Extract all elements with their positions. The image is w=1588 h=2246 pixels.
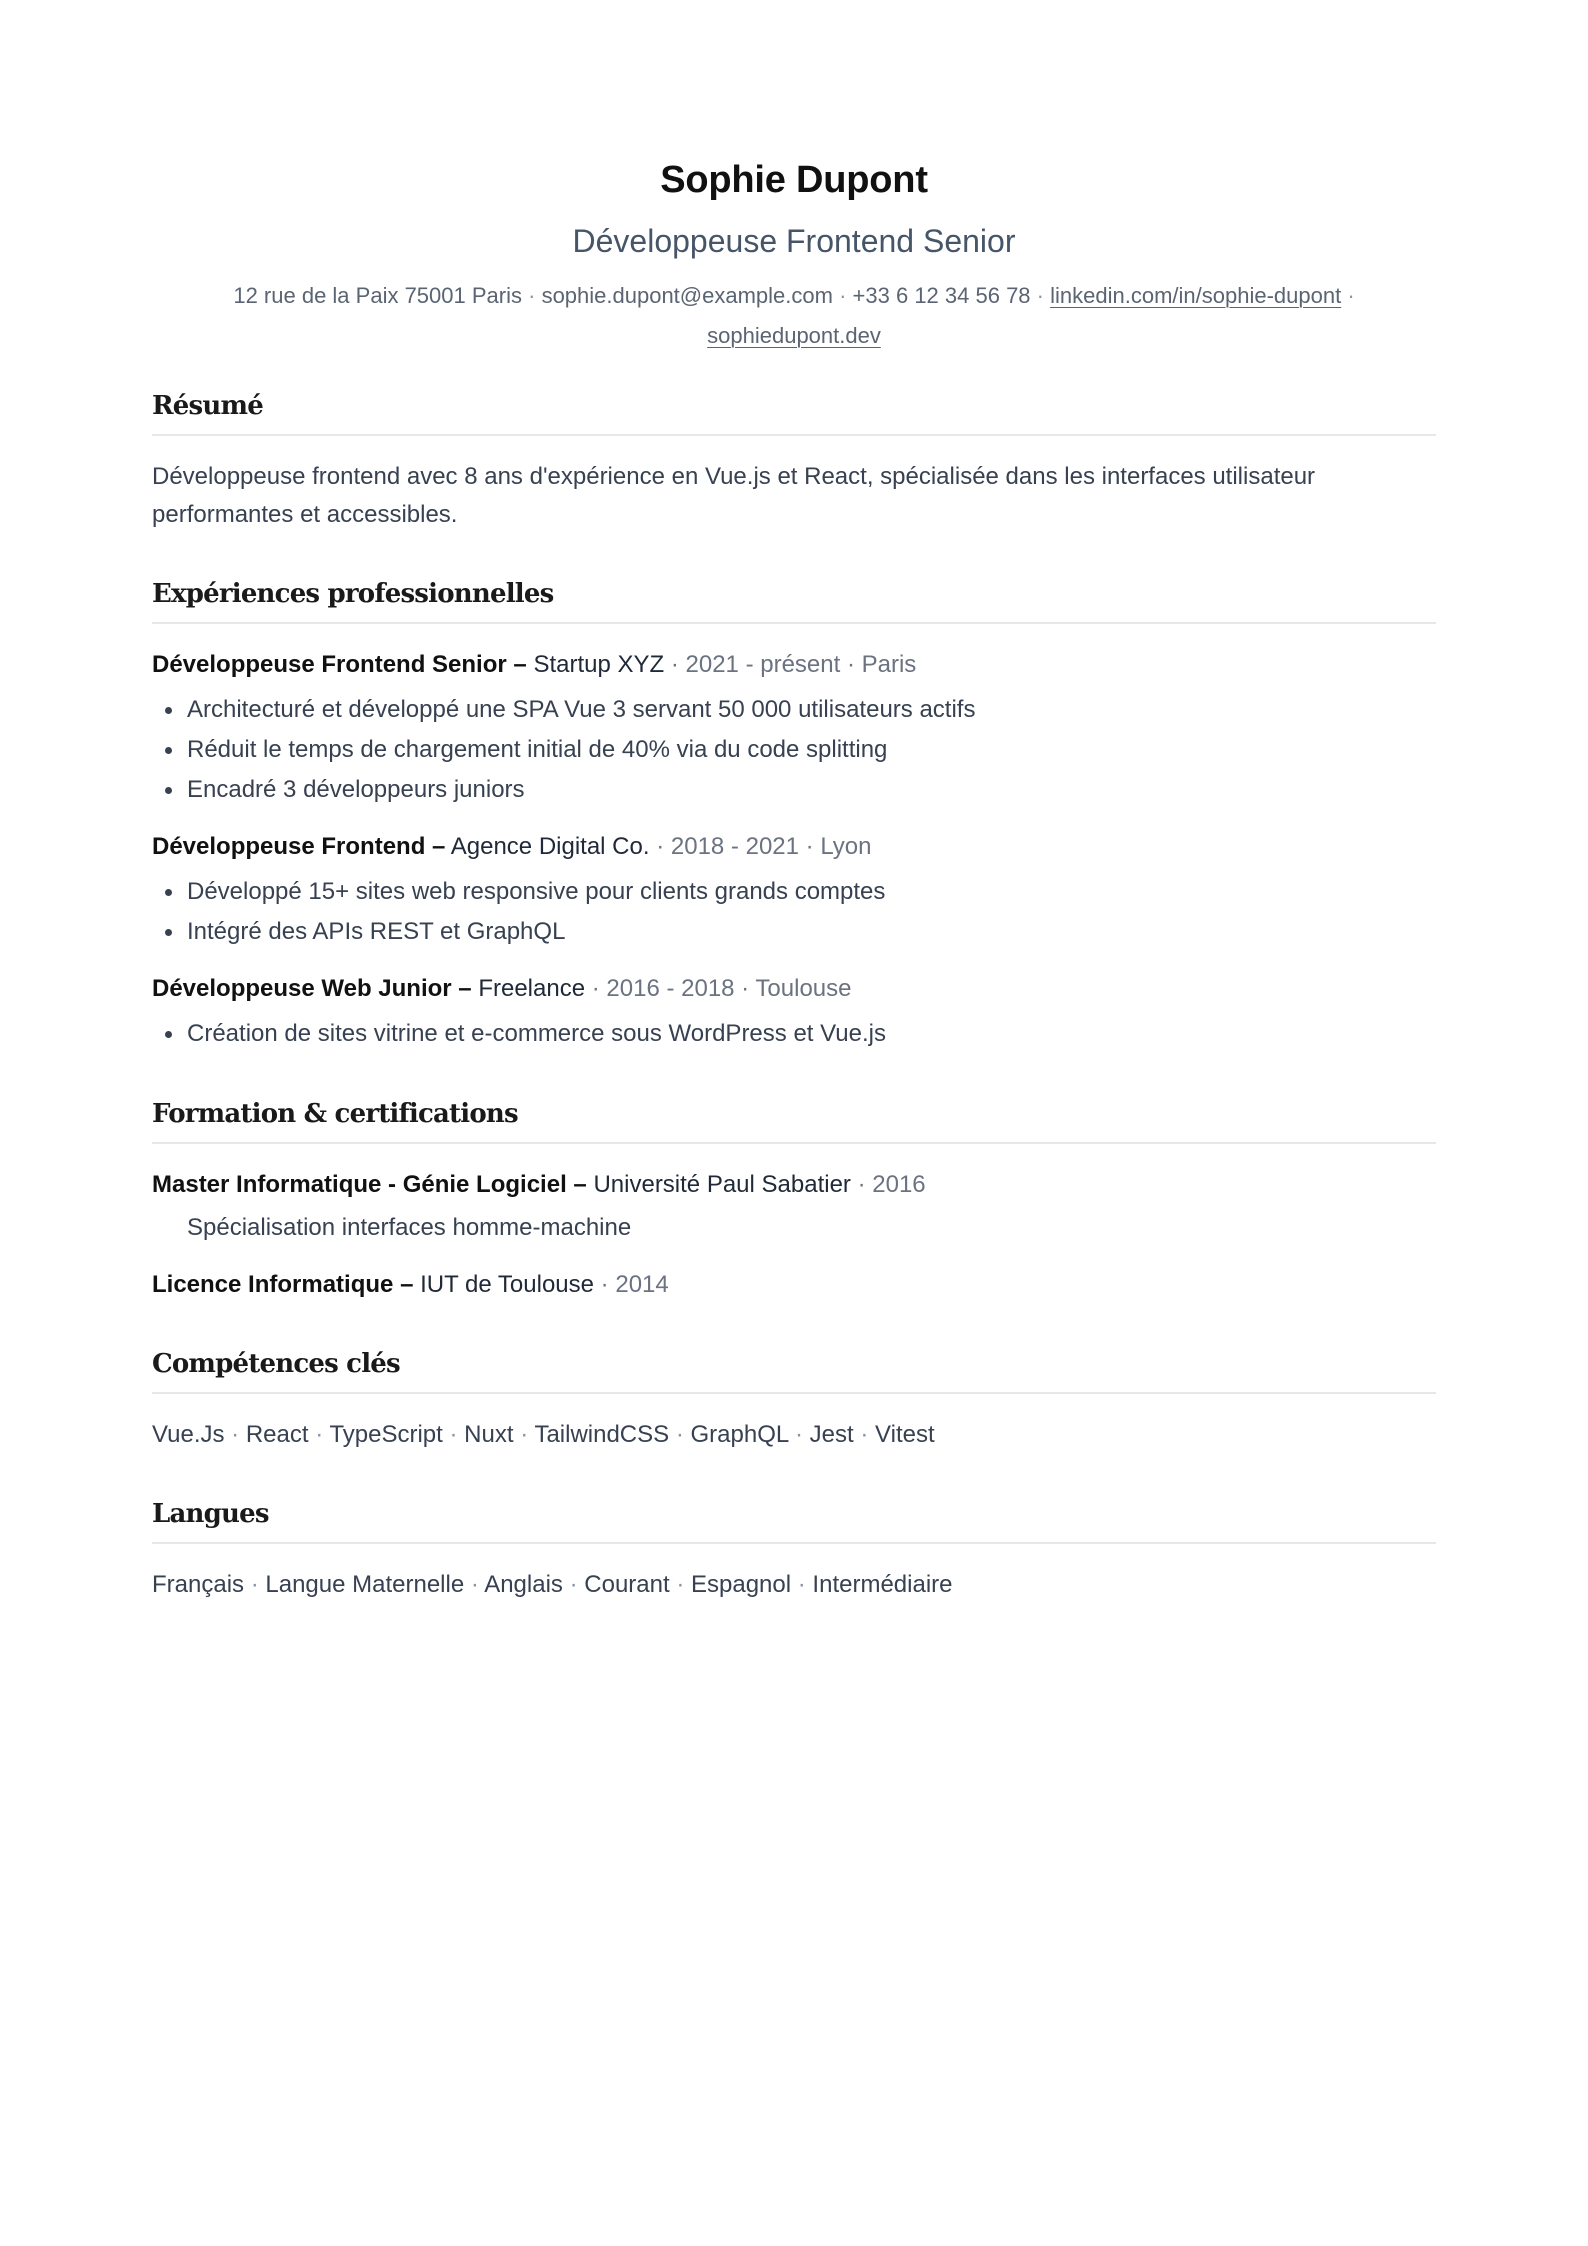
job-dates: 2018 - 2021 — [670, 833, 799, 860]
job-achievements — [152, 690, 1436, 810]
language-level: Courant — [584, 1571, 670, 1598]
skills-section — [152, 1344, 1436, 1454]
list-separator: · — [231, 1421, 240, 1448]
section-heading-experience: Expériences professionnelles — [152, 574, 1436, 624]
education-entry — [152, 1266, 1436, 1304]
education-meta: · 2016 — [857, 1171, 926, 1198]
graduation-year: 2016 — [872, 1171, 926, 1198]
job-dates: 2021 - présent — [685, 651, 841, 678]
languages-section — [152, 1494, 1436, 1604]
job-location: Paris — [861, 651, 917, 678]
contact-phone: +33 6 12 34 56 78 — [852, 283, 1031, 308]
resume-header — [152, 148, 1436, 356]
achievement-item: Encadré 3 développeurs juniors — [187, 770, 1436, 810]
education-entry — [152, 1166, 1436, 1248]
section-heading-skills: Compétences clés — [152, 1344, 1436, 1394]
section-heading-languages: Langues — [152, 1494, 1436, 1544]
skill-item: TailwindCSS — [534, 1421, 670, 1448]
achievement-item: Réduit le temps de chargement initial de 40% via du code splitting — [187, 730, 1436, 770]
graduation-year: 2014 — [615, 1271, 669, 1298]
language-name: Français — [152, 1571, 245, 1598]
role-org-dash: – — [513, 651, 527, 678]
contact-separator: · — [528, 283, 536, 308]
job-organization: Startup XYZ — [533, 651, 665, 678]
language-name: Anglais — [484, 1571, 563, 1598]
school-name: IUT de Toulouse — [420, 1271, 594, 1298]
degree-school-dash: – — [400, 1271, 414, 1298]
skill-item: React — [245, 1421, 309, 1448]
experience-section — [152, 574, 1436, 1054]
linkedin-link[interactable]: linkedin.com/in/sophie-dupont — [1050, 283, 1342, 308]
job-achievements — [152, 1014, 1436, 1054]
language-level: Intermédiaire — [812, 1571, 953, 1598]
list-separator: · — [250, 1571, 259, 1598]
job-organization: Agence Digital Co. — [450, 833, 650, 860]
list-separator: · — [797, 1571, 806, 1598]
contact-separator: · — [1036, 283, 1044, 308]
website-link[interactable]: sophiedupont.dev — [707, 323, 881, 348]
achievement-item: Développé 15+ sites web responsive pour clients grands comptes — [187, 872, 1436, 912]
list-separator: · — [520, 1421, 529, 1448]
job-meta: · 2016 - 2018 · Toulouse — [591, 975, 852, 1002]
candidate-title: Développeuse Frontend Senior — [572, 223, 1016, 259]
education-entry-header — [152, 1266, 1436, 1304]
role-org-dash: – — [432, 833, 446, 860]
job-location: Toulouse — [755, 975, 852, 1002]
list-separator: · — [795, 1421, 803, 1448]
achievement-item: Architecturé et développé une SPA Vue 3 servant 50 000 utilisateurs actifs — [187, 690, 1436, 730]
job-role: Développeuse Frontend — [152, 833, 426, 860]
language-name: Espagnol — [691, 1571, 792, 1598]
list-separator: · — [569, 1571, 578, 1598]
degree-name: Licence Informatique — [152, 1271, 394, 1298]
skill-item: GraphQL — [690, 1421, 789, 1448]
contact-separator: · — [839, 283, 847, 308]
job-role: Développeuse Web Junior — [152, 975, 452, 1002]
experience-entry-header — [152, 828, 1436, 866]
experience-entry — [152, 828, 1436, 952]
section-heading-summary: Résumé — [152, 386, 1436, 436]
contact-address: 12 rue de la Paix 75001 Paris — [233, 283, 522, 308]
school-name: Université Paul Sabatier — [593, 1171, 851, 1198]
education-section — [152, 1094, 1436, 1304]
education-description: Spécialisation interfaces homme-machine — [187, 1214, 632, 1241]
achievement-item: Création de sites vitrine et e-commerce sous WordPress et Vue.js — [187, 1014, 1436, 1054]
education-entry-header — [152, 1166, 1436, 1204]
language-level: Langue Maternelle — [265, 1571, 465, 1598]
degree-school-dash: – — [573, 1171, 587, 1198]
summary-text: Développeuse frontend avec 8 ans d'expérience en Vue.js et React, spécialisée dans les interfaces utilisateur performantes et accessibles. — [152, 463, 1316, 528]
skill-item: Vitest — [875, 1421, 935, 1448]
degree-name: Master Informatique - Génie Logiciel — [152, 1171, 567, 1198]
candidate-name: Sophie Dupont — [660, 159, 928, 201]
list-separator: · — [315, 1421, 324, 1448]
skill-item: Jest — [809, 1421, 854, 1448]
job-organization: Freelance — [478, 975, 586, 1002]
list-separator: · — [470, 1571, 479, 1598]
role-org-dash: – — [458, 975, 472, 1002]
job-achievements — [152, 872, 1436, 952]
list-separator: · — [449, 1421, 458, 1448]
job-role: Développeuse Frontend Senior — [152, 651, 507, 678]
experience-entry — [152, 970, 1436, 1054]
list-separator: · — [860, 1421, 869, 1448]
languages-list — [152, 1566, 1436, 1604]
job-location: Lyon — [820, 833, 872, 860]
education-meta: · 2014 — [600, 1271, 669, 1298]
summary-section — [152, 386, 1436, 534]
achievement-item: Intégré des APIs REST et GraphQL — [187, 912, 1436, 952]
experience-entry-header — [152, 646, 1436, 684]
skill-item: Nuxt — [464, 1421, 514, 1448]
list-separator: · — [676, 1571, 685, 1598]
skills-list — [152, 1416, 1436, 1454]
contact-line — [152, 276, 1436, 356]
experience-entry — [152, 646, 1436, 810]
skill-item: Vue.Js — [152, 1421, 225, 1448]
job-meta: · 2021 - présent · Paris — [670, 651, 917, 678]
skill-item: TypeScript — [329, 1421, 443, 1448]
job-dates: 2016 - 2018 — [606, 975, 735, 1002]
experience-entry-header — [152, 970, 1436, 1008]
list-separator: · — [675, 1421, 684, 1448]
contact-email: sophie.dupont@example.com — [541, 283, 833, 308]
section-heading-education: Formation & certifications — [152, 1094, 1436, 1144]
job-meta: · 2018 - 2021 · Lyon — [656, 833, 872, 860]
contact-separator: · — [1347, 283, 1355, 308]
